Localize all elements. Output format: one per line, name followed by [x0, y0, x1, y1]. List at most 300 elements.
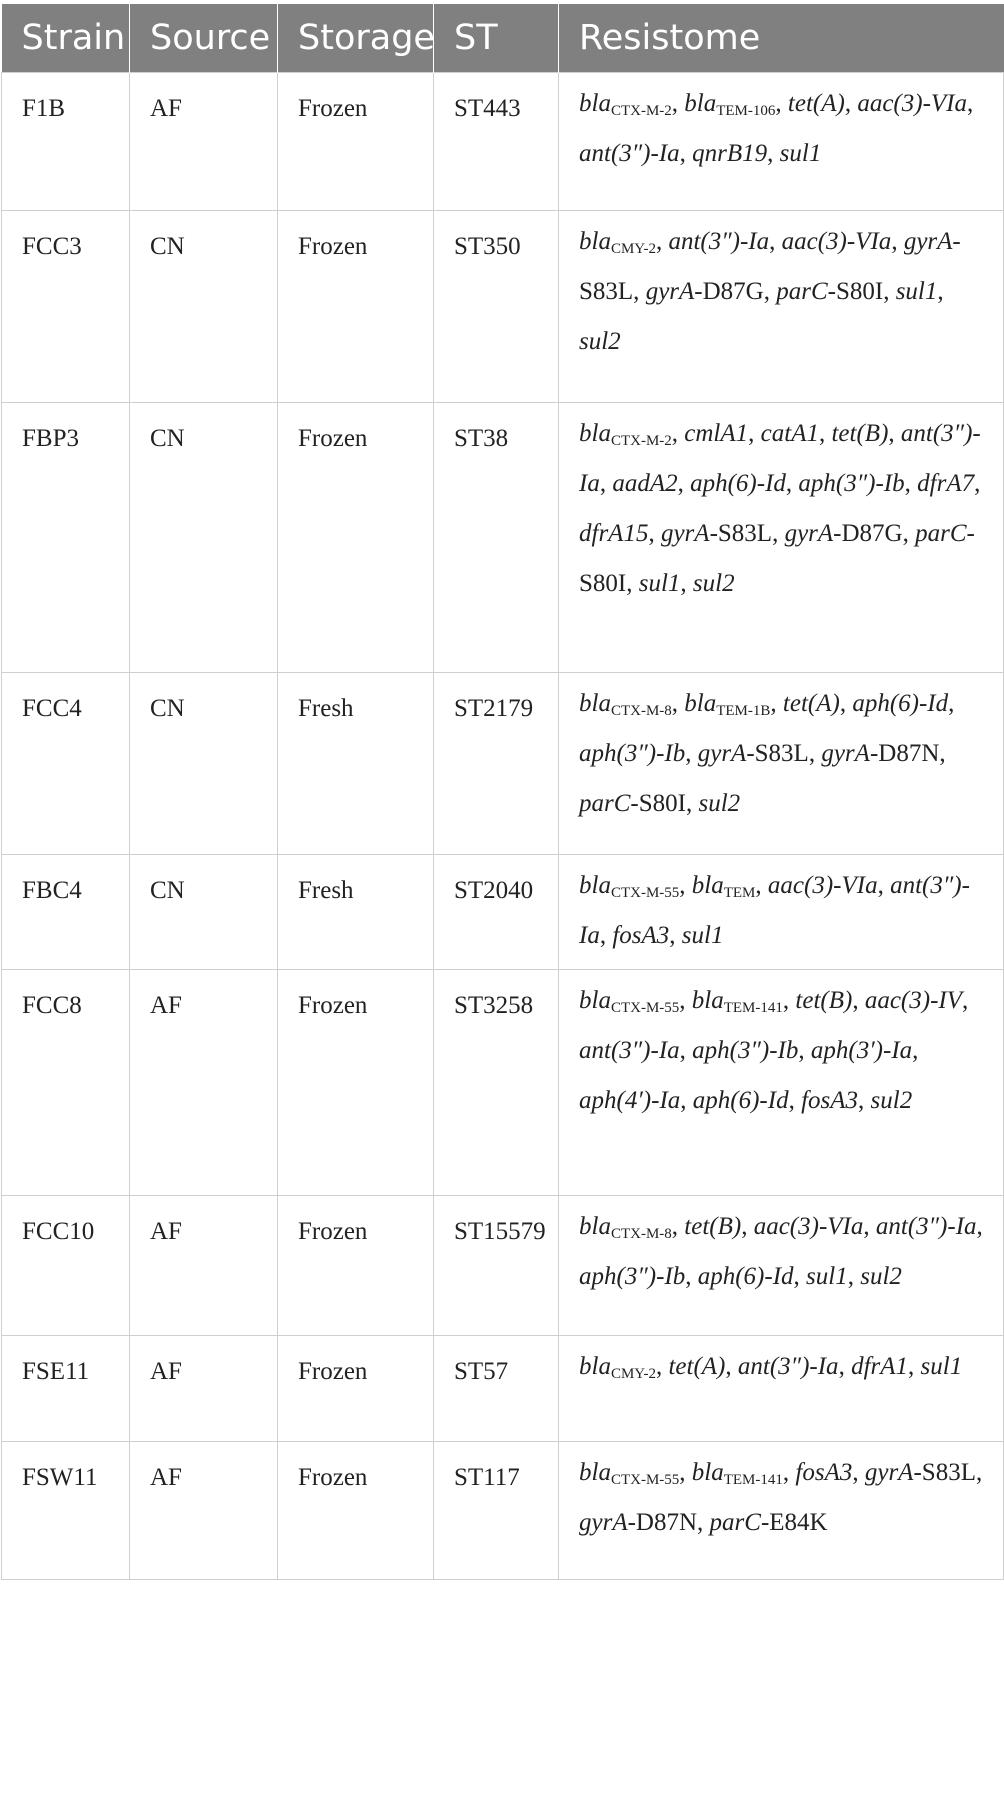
gene-name: [579, 328, 621, 355]
gene-name: [821, 740, 870, 767]
segment-text: -S83L,: [746, 740, 822, 767]
segment-text: bla: [579, 690, 611, 717]
gene-name: [646, 278, 695, 305]
gene-name: [579, 140, 680, 167]
separator-text: [912, 1037, 918, 1064]
segment-text: bla: [691, 872, 724, 899]
segment-text: ,: [655, 228, 669, 255]
segment-text: gyrA: [864, 1459, 914, 1486]
segment-text: ,: [680, 1087, 693, 1114]
segment-text: ,: [679, 987, 692, 1014]
header-row: [2, 4, 1004, 73]
separator-text: [672, 690, 685, 717]
gene-name: [692, 1037, 798, 1064]
separator-text: [679, 987, 692, 1014]
strain-cell: F1B: [2, 73, 130, 211]
separator-text: [755, 872, 768, 899]
segment-text: -D87N,: [627, 1509, 710, 1536]
segment-text: ,: [974, 470, 981, 497]
separator-text: [672, 1213, 685, 1240]
separator-text: [600, 470, 613, 497]
separator-text: [628, 1509, 710, 1536]
gene-name: [693, 570, 735, 597]
resistome-table: [1, 4, 1004, 1580]
st-cell: ST117: [434, 1442, 559, 1580]
segment-text: aph(6)-Id: [697, 1263, 794, 1290]
segment-text: bla: [579, 228, 611, 255]
segment-text: -E84K: [760, 1509, 828, 1536]
segment-text: sul2: [870, 1087, 913, 1114]
segment-text: ,: [948, 690, 955, 717]
separator-text: [908, 1353, 921, 1380]
segment-text: ,: [852, 1459, 865, 1486]
segment-text: ant(3″)-Ia: [579, 140, 680, 167]
gene-name: [579, 1213, 672, 1240]
segment-text: parC: [709, 1509, 761, 1536]
segment-text: -S83L,: [709, 520, 785, 547]
separator-text: [852, 1459, 865, 1486]
gene-name: [579, 872, 679, 899]
segment-text: aph(3″)-Ib: [579, 740, 686, 767]
separator-text: [977, 1213, 983, 1240]
separator-text: [783, 987, 796, 1014]
segment-text: fosA3: [795, 1459, 853, 1486]
gene-name: [579, 1353, 656, 1380]
segment-text: aac(3)-VIa: [753, 1213, 864, 1240]
segment-text: gyrA: [903, 228, 953, 255]
segment-text: ,: [863, 1213, 876, 1240]
segment-text: aph(3″)-Ib: [798, 470, 905, 497]
gene-name: [915, 520, 966, 547]
segment-text: ,: [669, 922, 682, 949]
source-cell: AF: [130, 1336, 278, 1442]
segment-text: ,: [839, 690, 853, 717]
gene-name: [776, 278, 827, 305]
segment-text: ,: [671, 690, 685, 717]
separator-text: [948, 690, 954, 717]
separator-text: [748, 420, 761, 447]
gene-name: [579, 740, 685, 767]
gene-name: [684, 90, 775, 117]
table-row: [2, 403, 1004, 673]
segment-text: gyrA: [579, 1509, 628, 1536]
table-row: [2, 1336, 1004, 1442]
gene-name: [579, 90, 672, 117]
segment-text: aac(3)-VIa: [767, 872, 878, 899]
segment-text: ,: [767, 140, 780, 167]
resistome-cell: [559, 1336, 1004, 1442]
storage-cell: Frozen: [278, 970, 434, 1196]
segment-text: ant(3″)-Ia: [737, 1353, 839, 1380]
gene-subscript: CTX-M-2: [610, 103, 672, 119]
gene-name: [921, 1353, 963, 1380]
segment-text: ,: [671, 90, 685, 117]
source-cell: AF: [130, 73, 278, 211]
segment-text: gyrA: [821, 740, 870, 767]
separator-text: [870, 740, 946, 767]
segment-text: parC: [915, 520, 967, 547]
source-cell: CN: [130, 673, 278, 855]
segment-text: cmlA1: [684, 420, 749, 447]
segment-text: parC: [776, 278, 828, 305]
gene-subscript: CTX-M-2: [610, 433, 672, 449]
segment-text: gyrA: [645, 278, 695, 305]
segment-text: ,: [891, 228, 904, 255]
segment-text: sul2: [860, 1263, 902, 1290]
gene-name: [698, 1263, 794, 1290]
separator-text: [630, 790, 698, 817]
strain-cell: FSE11: [2, 1336, 130, 1442]
separator-text: [656, 1353, 669, 1380]
separator-text: [775, 90, 788, 117]
gene-name: [782, 228, 892, 255]
gene-name: [865, 987, 962, 1014]
resistome-cell: [559, 855, 1004, 970]
segment-text: ,: [769, 228, 782, 255]
storage-cell: Frozen: [278, 1442, 434, 1580]
table-row: [2, 211, 1004, 403]
source-cell: AF: [130, 1196, 278, 1336]
gene-name: [579, 1459, 679, 1486]
segment-text: aph(3″)-Ib: [692, 1037, 799, 1064]
segment-text: -D87N,: [869, 740, 946, 767]
segment-text: ,: [877, 872, 891, 899]
separator-text: [746, 740, 821, 767]
segment-text: ,: [679, 1037, 693, 1064]
segment-text: ,: [858, 1087, 871, 1114]
segment-text: gyrA: [697, 740, 747, 767]
storage-cell: Fresh: [278, 673, 434, 855]
separator-text: [680, 140, 693, 167]
gene-name: [692, 1459, 783, 1486]
gene-name: [579, 1087, 680, 1114]
gene-name: [668, 228, 769, 255]
segment-text: ,: [976, 1213, 983, 1240]
segment-text: sul1: [895, 278, 938, 305]
segment-text: ,: [725, 1353, 738, 1380]
separator-text: [905, 470, 918, 497]
separator-text: [770, 690, 783, 717]
segment-text: ,: [671, 1213, 685, 1240]
segment-text: dfrA15: [579, 520, 649, 547]
separator-text: [840, 690, 853, 717]
header-source: Source: [130, 4, 278, 73]
segment-text: sul1: [779, 140, 822, 167]
source-cell: CN: [130, 855, 278, 970]
segment-text: ant(3″)-Ia: [579, 420, 981, 497]
segment-text: ,: [599, 470, 613, 497]
source-cell: CN: [130, 211, 278, 403]
resistome-cell: [559, 211, 1004, 403]
gene-name: [917, 470, 974, 497]
gene-name: [661, 520, 710, 547]
gene-subscript: TEM-1B: [716, 703, 771, 719]
strain-cell: FCC3: [2, 211, 130, 403]
separator-text: [678, 470, 691, 497]
segment-text: bla: [579, 90, 611, 117]
separator-text: [845, 90, 858, 117]
gene-name: [579, 228, 656, 255]
segment-text: -S80I,: [579, 520, 975, 597]
segment-text: ,: [741, 1213, 754, 1240]
gene-name: [710, 1509, 761, 1536]
separator-text: [786, 470, 799, 497]
separator-text: [937, 278, 943, 305]
segment-text: ant(3″)-Ia: [668, 228, 770, 255]
storage-cell: Frozen: [278, 1336, 434, 1442]
separator-text: [648, 520, 661, 547]
segment-text: ,: [755, 872, 768, 899]
gene-name: [738, 1353, 839, 1380]
gene-name: [692, 140, 767, 167]
gene-name: [896, 278, 938, 305]
gene-name: [785, 520, 834, 547]
gene-subscript: CTX-M-55: [610, 885, 680, 901]
segment-text: ,: [788, 1087, 802, 1114]
resistome-cell: [559, 970, 1004, 1196]
segment-text: ,: [793, 1263, 807, 1290]
segment-text: ,: [685, 1263, 698, 1290]
segment-text: ant(3″)-Ia: [579, 872, 970, 949]
segment-text: ,: [655, 1353, 669, 1380]
segment-text: fosA3: [801, 1087, 859, 1114]
segment-text: ,: [677, 470, 691, 497]
st-cell: ST443: [434, 73, 559, 211]
strain-cell: FBP3: [2, 403, 130, 673]
separator-text: [694, 278, 776, 305]
gene-subscript: CTX-M-55: [610, 1472, 680, 1488]
segment-text: sul1: [681, 922, 724, 949]
gene-name: [690, 470, 786, 497]
table-row: [2, 855, 1004, 970]
header-resistome: Resistome: [559, 4, 1004, 73]
gene-name: [579, 1263, 685, 1290]
segment-text: qnrB19: [692, 140, 768, 167]
st-cell: ST15579: [434, 1196, 559, 1336]
separator-text: [685, 740, 698, 767]
segment-text: parC: [579, 790, 631, 817]
segment-text: tet(A): [668, 1353, 726, 1380]
gene-subscript: CTX-M-55: [610, 1000, 680, 1016]
separator-text: [710, 520, 785, 547]
segment-text: ,: [852, 987, 865, 1014]
segment-text: fosA3: [612, 922, 670, 949]
source-cell: CN: [130, 403, 278, 673]
segment-text: ,: [679, 872, 692, 899]
segment-text: ,: [679, 140, 693, 167]
gene-subscript: TEM-141: [723, 1472, 783, 1488]
resistome-cell: [559, 673, 1004, 855]
gene-name: [811, 1037, 912, 1064]
gene-subscript: TEM: [723, 885, 756, 901]
separator-text: [680, 1037, 693, 1064]
segment-text: ,: [685, 740, 698, 767]
segment-text: bla: [691, 1459, 724, 1486]
gene-name: [780, 140, 822, 167]
segment-text: ,: [748, 420, 761, 447]
segment-text: ,: [847, 1263, 861, 1290]
segment-text: ,: [937, 278, 944, 305]
gene-name: [579, 790, 630, 817]
gene-subscript: CTX-M-8: [610, 1226, 672, 1242]
strain-cell: FCC4: [2, 673, 130, 855]
segment-text: tet(B): [795, 987, 853, 1014]
strain-cell: FCC10: [2, 1196, 130, 1336]
segment-text: ,: [770, 690, 783, 717]
segment-text: bla: [691, 987, 724, 1014]
strain-cell: FCC8: [2, 970, 130, 1196]
separator-text: [794, 1263, 807, 1290]
separator-text: [967, 90, 973, 117]
gene-name: [698, 740, 747, 767]
st-cell: ST350: [434, 211, 559, 403]
storage-cell: Frozen: [278, 73, 434, 211]
gene-name: [806, 1263, 848, 1290]
storage-cell: Fresh: [278, 855, 434, 970]
segment-text: tet(A): [787, 90, 845, 117]
separator-text: [679, 1459, 692, 1486]
segment-text: aph(3′)-Ia: [810, 1037, 913, 1064]
segment-text: -D87G,: [833, 520, 916, 547]
separator-text: [767, 140, 780, 167]
segment-text: ,: [782, 1459, 796, 1486]
segment-text: bla: [579, 872, 611, 899]
segment-text: -S83L,: [579, 228, 961, 305]
resistome-cell: [559, 1196, 1004, 1336]
segment-text: ant(3″)-Ia: [579, 1037, 680, 1064]
segment-text: -S80I,: [630, 790, 699, 817]
st-cell: ST38: [434, 403, 559, 673]
gene-name: [795, 1459, 852, 1486]
segment-text: -D87G,: [694, 278, 777, 305]
segment-text: ,: [912, 1037, 919, 1064]
gene-name: [795, 987, 852, 1014]
st-cell: ST3258: [434, 970, 559, 1196]
separator-text: [741, 1213, 754, 1240]
gene-name: [692, 872, 756, 899]
gene-name: [579, 1037, 680, 1064]
header-strain: Strain: [2, 4, 130, 73]
segment-text: ,: [904, 470, 918, 497]
separator-text: [761, 1509, 828, 1536]
separator-text: [669, 922, 682, 949]
gene-name: [865, 1459, 914, 1486]
segment-text: ,: [838, 1353, 852, 1380]
segment-text: aph(4′)-Ia: [579, 1087, 681, 1114]
separator-text: [672, 90, 685, 117]
segment-text: bla: [579, 1459, 611, 1486]
table-row: [2, 673, 1004, 855]
segment-text: aac(3)-IV: [864, 987, 962, 1014]
separator-text: [819, 420, 832, 447]
gene-name: [579, 987, 679, 1014]
segment-text: aadA2: [612, 470, 678, 497]
segment-text: sul2: [579, 328, 621, 355]
separator-text: [828, 278, 896, 305]
gene-name: [692, 987, 783, 1014]
segment-text: catA1: [760, 420, 819, 447]
gene-name: [612, 470, 677, 497]
gene-subscript: CTX-M-8: [610, 703, 672, 719]
segment-text: -S83L,: [913, 1459, 983, 1486]
segment-text: bla: [579, 1213, 611, 1240]
segment-text: tet(B): [831, 420, 889, 447]
gene-name: [579, 1509, 628, 1536]
gene-name: [639, 570, 681, 597]
table-row: [2, 1196, 1004, 1336]
source-cell: AF: [130, 1442, 278, 1580]
separator-text: [783, 1459, 796, 1486]
gene-name: [876, 1213, 977, 1240]
gene-name: [801, 1087, 858, 1114]
gene-name: [612, 922, 669, 949]
separator-text: [789, 1087, 802, 1114]
strain-cell: FBC4: [2, 855, 130, 970]
st-cell: ST57: [434, 1336, 559, 1442]
gene-name: [783, 690, 840, 717]
segment-text: sul1: [806, 1263, 848, 1290]
gene-name: [798, 470, 904, 497]
segment-text: ,: [679, 1459, 692, 1486]
gene-name: [904, 228, 953, 255]
resistome-cell: [559, 1442, 1004, 1580]
separator-text: [848, 1263, 861, 1290]
segment-text: aph(3″)-Ib: [579, 1263, 686, 1290]
gene-name: [860, 1263, 902, 1290]
segment-text: -S80I,: [827, 278, 896, 305]
segment-text: dfrA7: [917, 470, 975, 497]
segment-text: dfrA1: [851, 1353, 909, 1380]
separator-text: [913, 1459, 982, 1486]
segment-text: ,: [888, 420, 901, 447]
separator-text: [891, 228, 904, 255]
segment-text: sul2: [692, 570, 735, 597]
separator-text: [974, 470, 980, 497]
gene-name: [761, 420, 819, 447]
separator-text: [798, 1037, 811, 1064]
resistome-cell: [559, 403, 1004, 673]
gene-name: [754, 1213, 864, 1240]
separator-text: [769, 228, 782, 255]
segment-text: ,: [798, 1037, 811, 1064]
table-row: [2, 73, 1004, 211]
separator-text: [685, 1263, 698, 1290]
segment-text: ant(3″)-Ia: [875, 1213, 977, 1240]
gene-name: [579, 420, 672, 447]
segment-text: ,: [967, 90, 974, 117]
gene-name: [668, 1353, 725, 1380]
table-row: [2, 1442, 1004, 1580]
separator-text: [878, 872, 891, 899]
gene-name: [684, 420, 748, 447]
gene-subscript: CMY-2: [610, 1366, 656, 1382]
table-body: [2, 73, 1004, 1580]
gene-name: [682, 922, 724, 949]
segment-text: ,: [671, 420, 685, 447]
storage-cell: Frozen: [278, 1196, 434, 1336]
gene-name: [857, 90, 967, 117]
segment-text: gyrA: [784, 520, 834, 547]
segment-text: sul2: [698, 790, 741, 817]
source-cell: AF: [130, 970, 278, 1196]
segment-text: bla: [684, 690, 717, 717]
separator-text: [680, 1087, 693, 1114]
segment-text: ,: [599, 922, 613, 949]
separator-text: [656, 228, 669, 255]
table-row: [2, 970, 1004, 1196]
segment-text: sul1: [920, 1353, 963, 1380]
st-cell: ST2040: [434, 855, 559, 970]
